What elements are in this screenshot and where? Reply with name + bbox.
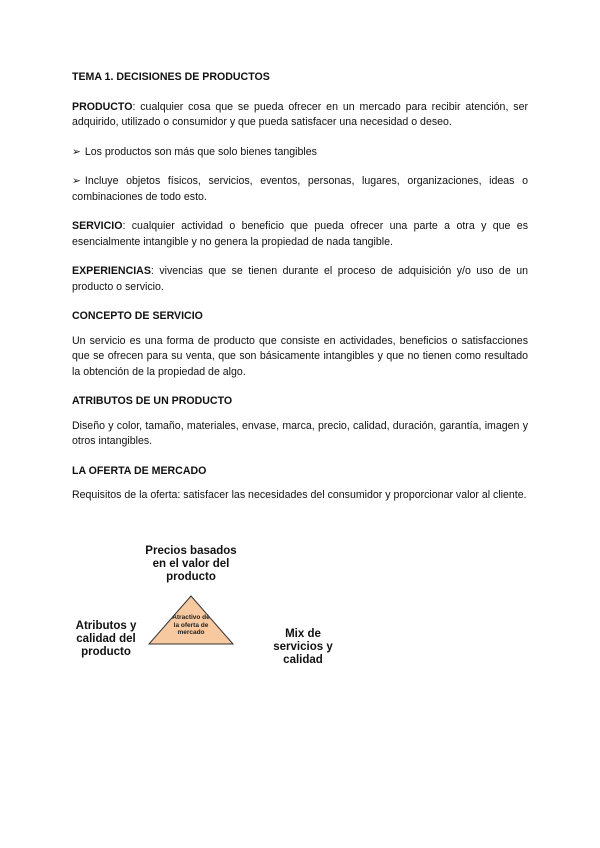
bullet-arrow-icon: ➢ — [72, 145, 81, 158]
left-label-line: producto — [81, 646, 131, 658]
servicio-text: : cualquier actividad o beneficio que pueda ofrecer una parte a otra y que es esencialmente intangible y no genera la propiedad de nada tangible. — [72, 220, 528, 248]
producto-text: : cualquier cosa que se pueda ofrecer en un mercado para recibir atención, ser adquirido, utilizado o consumidor y que pueda satisfacer una necesidad o deseo. — [72, 100, 528, 128]
right-label — [268, 628, 338, 667]
servicio-term: SERVICIO — [72, 220, 123, 232]
top-label-line: en el valor del — [152, 558, 230, 570]
bullet-arrow-icon: ➢ — [72, 175, 81, 187]
atributos-text: Diseño y color, tamaño, materiales, envase, marca, precio, calidad, duración, garantía, imagen y otros intangibles. — [72, 419, 528, 447]
concepto-text: Un servicio es una forma de producto que consiste en actividades, beneficios o satisfacciones que se ofrecen para su venta, que son básicamente intangibles y que no tienen como resultado la obtención de la propiedad de algo. — [72, 334, 528, 378]
bullet-text: Los productos son más que solo bienes tangibles — [84, 145, 317, 158]
left-label-line: calidad del — [76, 633, 136, 645]
bullet-item — [72, 145, 528, 161]
right-label-line: Mix de — [285, 628, 321, 640]
center-label-line: Atractivo de — [172, 614, 210, 621]
oferta-text: Requisitos de la oferta: satisfacer las necesidades del consumidor y proporcionar valor al cliente. — [72, 489, 527, 501]
left-label-line: Atributos y — [75, 620, 137, 632]
oferta-heading: LA OFERTA DE MERCADO — [72, 464, 207, 477]
document-body — [72, 70, 528, 518]
right-label-line: calidad — [283, 654, 323, 666]
producto-definition — [72, 100, 528, 131]
experiencias-definition — [72, 264, 528, 295]
document-title: TEMA 1. DECISIONES DE PRODUCTOS — [72, 71, 270, 83]
center-label — [166, 614, 216, 637]
bullet-item — [72, 174, 528, 205]
top-label-line: Precios basados — [145, 545, 237, 557]
center-label-line: la oferta de — [173, 621, 209, 629]
right-label-line: servicios y — [273, 641, 333, 653]
servicio-definition — [72, 219, 528, 250]
center-label-line: mercado — [177, 629, 205, 636]
market-offer-diagram — [72, 540, 344, 678]
left-label — [72, 620, 140, 659]
bullet-text: Incluye objetos físicos, servicios, eventos, personas, lugares, organizaciones, ideas o combinaciones de todo esto. — [72, 175, 528, 203]
concepto-heading: CONCEPTO DE SERVICIO — [72, 310, 203, 322]
experiencias-text: : vivencias que se tienen durante el proceso de adquisición y/o uso de un producto o servicio. — [72, 265, 528, 293]
top-label — [136, 545, 246, 584]
experiencias-term: EXPERIENCIAS — [72, 265, 151, 277]
producto-term: PRODUCTO — [72, 100, 133, 113]
atributos-heading: ATRIBUTOS DE UN PRODUCTO — [72, 395, 233, 407]
top-label-line: producto — [166, 571, 216, 583]
